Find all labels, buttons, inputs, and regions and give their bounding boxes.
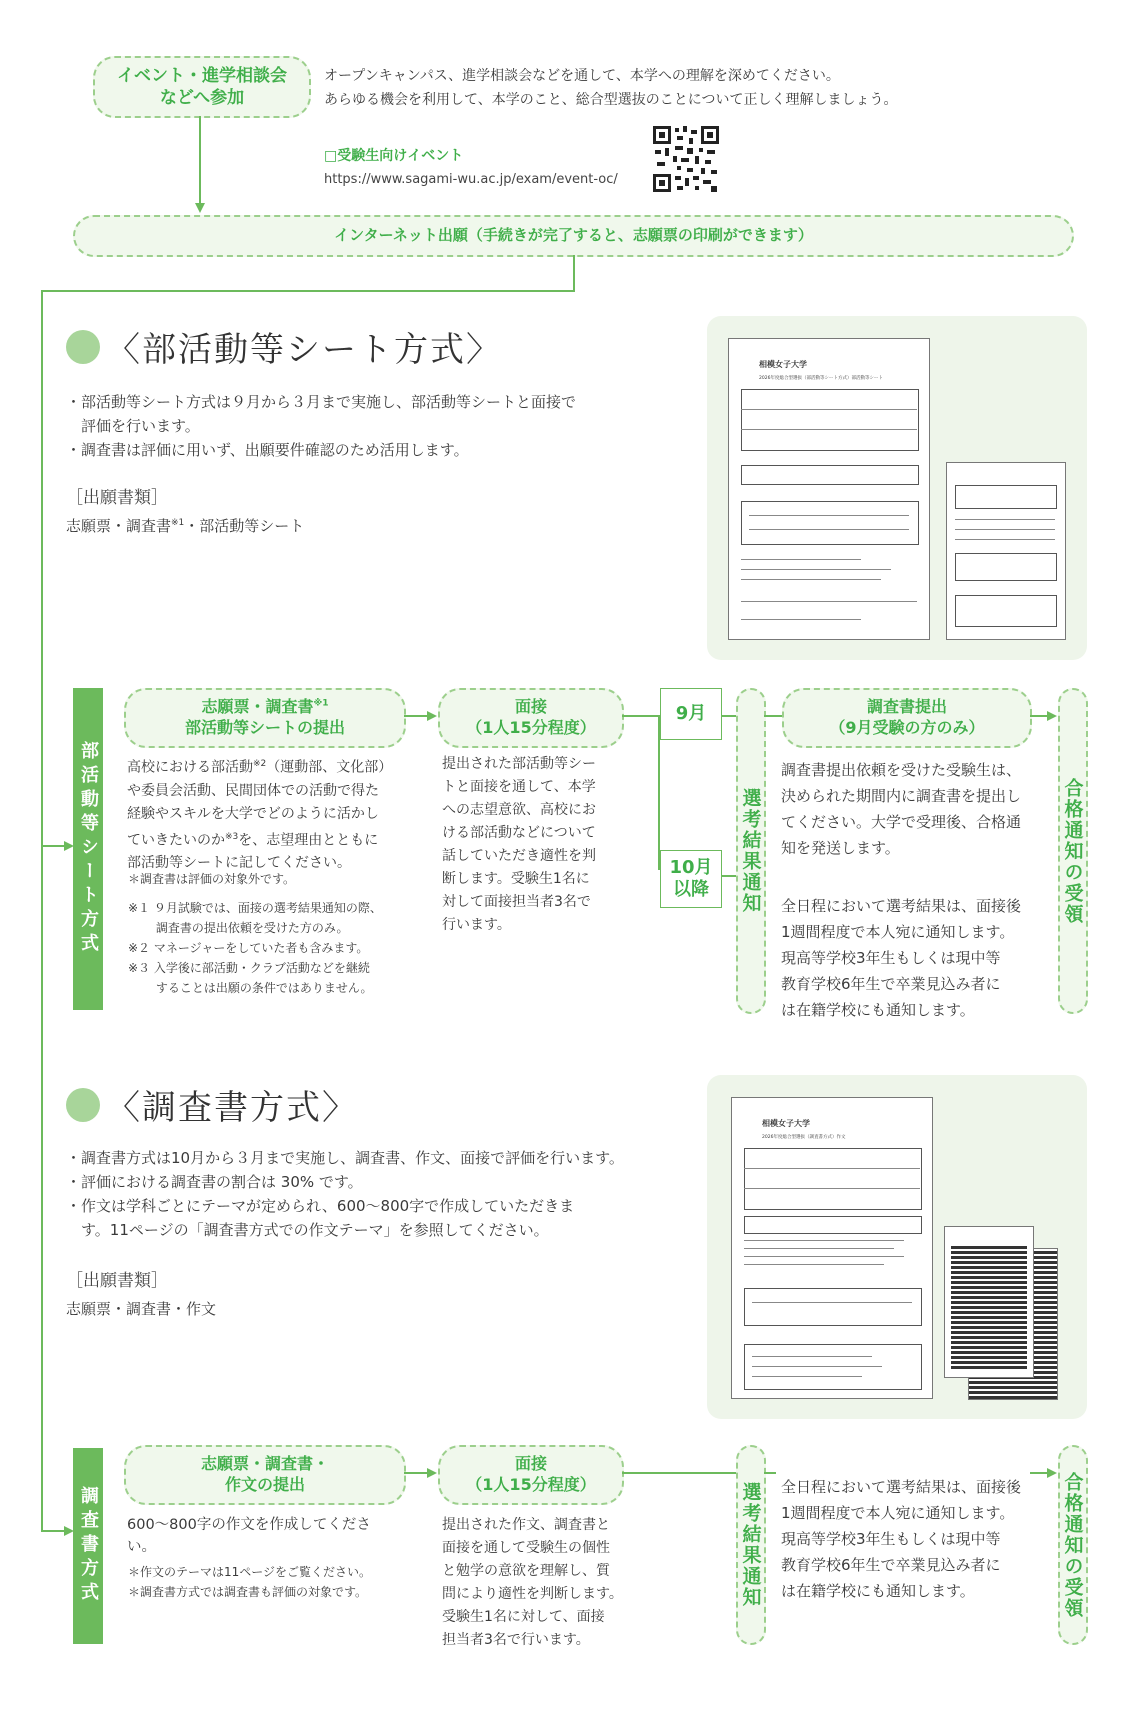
section1-heading [66,322,502,371]
flow-arrow [1047,1468,1057,1478]
sheet-university-name: 相模女子大学 [759,359,807,369]
sheet-line [741,409,917,410]
flow-arrow [1047,711,1057,721]
qr-code-icon [651,124,721,194]
sheet-line [744,1168,920,1169]
body-text: を、志望理由とともに 部活動等シートに記してください。 [127,832,379,872]
sheet-text-box [955,485,1057,509]
essay-sheet-image [731,1097,933,1399]
step-title-line1: 志願票・調査書 [201,697,314,717]
sheet-line [752,1366,882,1367]
club-activity-sheet-image [728,338,930,640]
footnote-mark: ※2 [253,759,267,769]
section2-step1-notes: ＊作文のテーマは11ページをご覧ください。 ＊調査書方式では調査書も評価の対象です。 [128,1565,372,1599]
section2-docs: 志願票・調査書・作文 [66,1300,217,1318]
sheet-form-table [744,1216,922,1234]
essay-grid [951,1245,1027,1369]
section2-step1-body: 600～800字の作文を作成してくださ い。 [127,1517,371,1555]
sheet-form-table [741,389,919,451]
event-pill: イベント・進学相談会 などへ参加 [93,56,311,118]
flow-arrow [195,203,205,213]
section1-heading-text: 〈部活動等シート方式〉 [106,330,502,370]
section1-docs-label: ［出願書類］ [66,488,168,508]
sheet-line [955,529,1055,530]
section1-docs [66,515,304,536]
section2-pass-notice: 合格通知の受領 [1058,1445,1088,1645]
essay-sheet-page2-image [944,1226,1034,1378]
sheet-title: 2026年度総合型選抜（部活動等シート方式）部活動等シート [759,376,883,381]
section1-october-body: 全日程において選考結果は、面接後 1週間程度で本人宛に通知します。 現高等学校3年生もしくは現中等 教育学校6年生で卒業見込み者に は在籍学校にも通知します。 [781,897,1022,1019]
section1-pass-notice: 合格通知の受領 [1058,688,1088,1014]
bullet-dot-icon [66,330,100,364]
docs-text: ・部活動等シート [184,517,305,535]
step-title-text [185,697,345,739]
sheet-line [744,1248,894,1249]
section2-side-label: 調査書方式 [73,1448,103,1644]
month-october-box: 10月 以降 [660,850,722,908]
sheet-line [749,529,909,530]
flow-line [764,1472,776,1474]
flow-line [622,1472,736,1474]
sheet-form-table [744,1344,922,1390]
section1-step3-title: 調査書提出 （9月受験の方のみ） [782,688,1032,748]
section1-side-label: 部活動等シート方式 [73,688,103,1010]
sheet-line [752,1356,872,1357]
sheet-line [955,539,1055,540]
sheet-university-name: 相模女子大学 [762,1118,810,1128]
sheet-line [744,1188,920,1189]
section2-step2-body: 提出された作文、調査書と 面接を通して受験生の個性 と勉学の意欲を理解し、質 問により適性を判断します。 受験生1名に対して、面接 担当者3名で行います。 [442,1517,623,1648]
section1-step1-body [127,753,392,875]
sheet-title: 2026年度総合型選抜（調査書方式）作文 [762,1135,846,1140]
sheet-line [741,601,917,602]
sheet-form-table [744,1148,922,1210]
body-text: （運動部、文化部） や委員会活動、民間団体での活動で得た 経験やスキルを大学でどのように活かし ていきたいのか [127,759,393,849]
flow-line [764,715,782,717]
section2-heading-text: 〈調査書方式〉 [106,1088,358,1128]
flow-line [199,116,201,204]
flow-line [622,715,660,717]
footnote-mark: ※3 [225,831,239,842]
event-url[interactable]: https://www.sagami-wu.ac.jp/exam/event-oc/ [324,172,618,187]
flow-arrow [427,711,437,721]
footnote-mark: ※1 [313,698,329,709]
sheet-form-table [741,465,919,485]
section1-step2-title: 面接 （1人15分程度） [438,688,624,748]
section1-description: ・部活動等シート方式は９月から３月まで実施し、部活動等シートと面接で 評価を行います。 ・調査書は評価に用いず、出願要件確認のため活用します。 [66,393,577,459]
section2-heading [66,1080,358,1129]
sheet-line [744,1264,884,1265]
sheet-line [749,515,909,516]
sheet-line [741,569,891,570]
flow-line [721,715,737,717]
sheet-text-box [955,553,1057,581]
section2-step1-title: 志願票・調査書・ 作文の提出 [124,1445,406,1505]
sheet-line [741,559,861,560]
sheet-line [741,579,881,580]
sheet-line [752,1376,862,1377]
sheet-line [744,1256,904,1257]
section1-step1-note: ＊調査書は評価の対象外です。 [128,872,296,886]
sheet-line [744,1240,904,1241]
flow-arrow [427,1468,437,1478]
step-title-line2: 部活動等シートの提出 [184,718,345,737]
body-text: 高校における部活動 [127,759,253,776]
sheet-text-box [741,501,919,545]
section2-docs-label: ［出願書類］ [66,1271,168,1291]
sheet-line [741,619,861,620]
section2-result-body: 全日程において選考結果は、面接後 1週間程度で本人宛に通知します。 現高等学校3年生もしくは現中等 教育学校6年生で卒業見込み者に は在籍学校にも通知します。 [781,1478,1022,1600]
section2-result-notice: 選考結果通知 [736,1445,766,1645]
club-activity-sheet-page2-image [946,462,1066,640]
sheet-text-box [744,1288,922,1326]
sheet-text-box [955,595,1057,627]
month-september-box: 9月 [660,688,722,740]
bullet-dot-icon [66,1088,100,1122]
section1-step3-body: 調査書提出依頼を受けた受験生は、 決められた期間内に調査書を提出し てください。大学で受理後、合格通 知を発送します。 [781,761,1022,857]
flow-line [41,290,575,292]
main-flow-line [41,290,43,1531]
sheet-line [741,429,917,430]
section2-step2-title: 面接 （1人15分程度） [438,1445,624,1505]
section1-result-notice: 選考結果通知 [736,688,766,1014]
section1-step1-footnotes: ※１ ９月試験では、面接の選考結果通知の際、 調査書の提出依頼を受けた方のみ。 ※２ マネージャーをしていた者も含みます。 ※３ 入学後に部活動・クラブ活動などを継続 することは出願の条件ではありません。 [128,901,382,995]
footnote-mark: ※1 [171,518,185,528]
flow-line [573,255,575,291]
internet-application-pill: インターネット出願（手続きが完了すると、志願票の印刷ができます） [73,215,1074,257]
flow-line [721,875,737,877]
docs-text: 志願票・調査書 [66,517,172,535]
sheet-line [955,519,1055,520]
event-link-label[interactable]: □受験生向けイベント [324,148,464,164]
section2-description: ・調査書方式は10月から３月まで実施し、調査書、作文、面接で評価を行います。 ・評価における調査書の割合は 30% です。 ・作文は学科ごとにテーマが定められ、600～800字で作成していただきま す。11ページの「調査書方式での作文テーマ」を参照してください。 [66,1149,624,1239]
section1-step2-body: 提出された部活動等シー トと面接を通して、本学 への志望意欲、高校にお ける部活動などについて 話していただき適性を判 断します。受験生1名に 対して面接担当者3名で 行います。 [442,756,596,933]
section1-step1-title [124,688,406,748]
sheet-line [752,1302,912,1303]
event-description: オープンキャンパス、進学相談会などを通して、本学への理解を深めてください。 あらゆる機会を利用して、本学のこと、総合型選抜のことについて正しく理解しましょう。 [324,68,898,108]
